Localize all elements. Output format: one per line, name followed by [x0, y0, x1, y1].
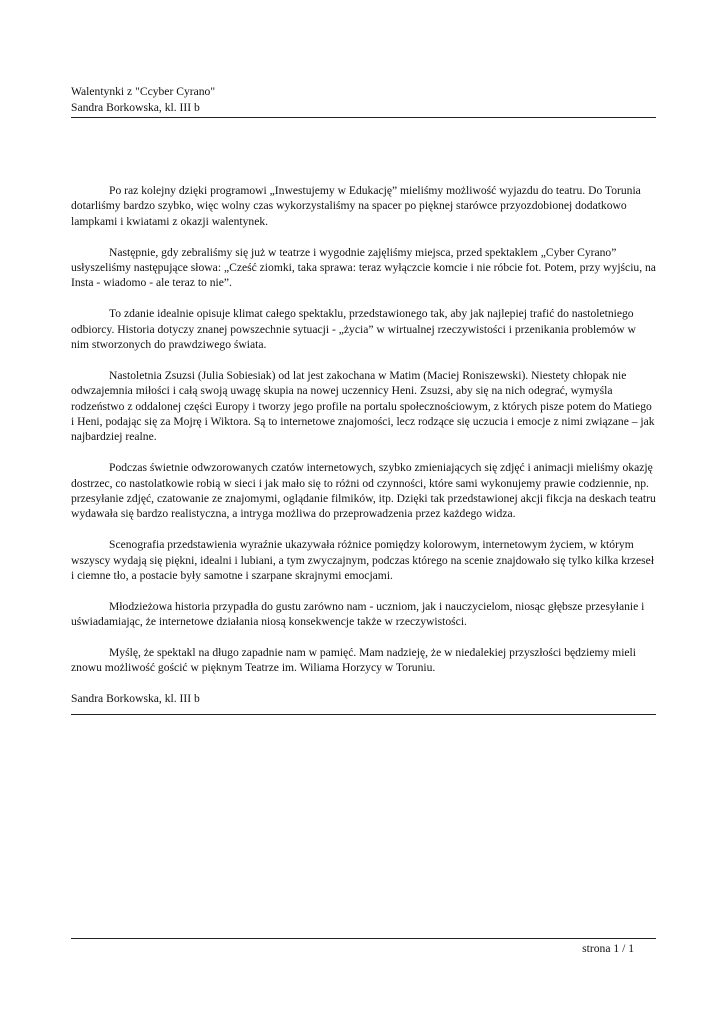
paragraph-5: Podczas świetnie odwzorowanych czatów internetowych, szybko zmieniających się zdjęć i animacji mieliśmy okazję dostrzec, co nastolatkowie robią w sieci i jak mało się to różni od czynności, które sami wykonujemy prawie codziennie, np. przesyłanie zdjęć, czatowanie ze znajomymi, oglądanie filmików, itp. Dzięki tak przedstawionej akcji fikcja na deskach teatru wydawała się bardzo realistyczna, a intryga możliwa do przeprowadzenia przez każdego widza.: [71, 461, 656, 521]
page-header: [71, 84, 656, 115]
paragraph-7: Młodzieżowa historia przypadła do gustu zarówno nam - uczniom, jak i nauczycielom, niosąc głębsze przesyłanie i uświadamiając, że internetowe działania niosą konsekwencje także w rzeczywistości.: [71, 599, 645, 629]
paragraph-2: Następnie, gdy zebraliśmy się już w teatrze i wygodnie zajęliśmy miejsca, przed spektaklem „Cyber Cyrano” usłyszeliśmy następujące słowa: „Cześć ziomki, taka sprawa: teraz wyłączcie komcie i nie róbcie fot. Potem, przy wyjściu, na Insta - wiadomo - ale teraz to nie”.: [71, 245, 656, 290]
paragraph-6: Scenografia przedstawienia wyraźnie ukazywała różnice pomiędzy kolorowym, internetowym życiem, w którym wszyscy wydają się piękni, idealni i lubiani, a tym zwyczajnym, podczas którego na scenie znajdowało się tylko kilka krzeseł i ciemne tło, a postacie były samotne i szarpane skrajnymi emocjami.: [71, 538, 655, 583]
paragraph-1: Po raz kolejny dzięki programowi „Inwestujemy w Edukację” mieliśmy możliwość wyjazdu do teatru. Do Torunia dotarliśmy bardzo szybko, więc wolny czas wykorzystaliśmy na spacer po pięknej starówce przyozdobionej dodatkowo lampkami i kwiatami z okazji walentynek.: [71, 184, 641, 228]
paragraph-3: To zdanie idealnie opisuje klimat całego spektaklu, przedstawionego tak, aby jak najlepiej trafić do nastoletniego odbiorcy. Historia dotyczy znanej powszechnie sytuacji - „życia” w wirtualnej rzeczywistości i przenikania problemów w nim stworzonych do prawdziwego świata.: [71, 307, 636, 352]
paragraph-4: Nastoletnia Zsuzsi (Julia Sobiesiak) od lat jest zakochana w Matim (Maciej Roniszewski). Niestety chłopak nie odwzajemnia miłości i całą swoją uwagę skupia na nowej uczennicy Heni. Zsuzsi, aby się na nich odegrać, wymyśla rodzeństwo z oddalonej części Europy i tworzy jego profile na portalu społecznościowym, z których pisze potem do Matiego i Heni, podając się za Mojrę i Wiktora. Są to internetowe znajomości, lecz rodzące się uczucia i emocje z nimi związane – jak najbardziej realne.: [71, 368, 655, 444]
signature: Sandra Borkowska, kl. III b: [71, 692, 200, 706]
header-author: Sandra Borkowska, kl. III b: [71, 100, 200, 114]
header-title: Walentynki z "Ccyber Cyrano": [71, 85, 216, 98]
paragraph-8: Myślę, że spektakl na długo zapadnie nam w pamięć. Mam nadzieję, że w niedalekiej przyszłości będziemy mieli znowu możliwość gościć w pięknym Teatrze im. Wiliama Horzycy w Toruniu.: [71, 646, 637, 675]
page-number: strona 1 / 1: [582, 942, 634, 955]
header-divider: [71, 117, 656, 118]
signature-divider: [71, 714, 656, 715]
footer-divider: [71, 938, 656, 939]
article-body: [71, 183, 656, 707]
